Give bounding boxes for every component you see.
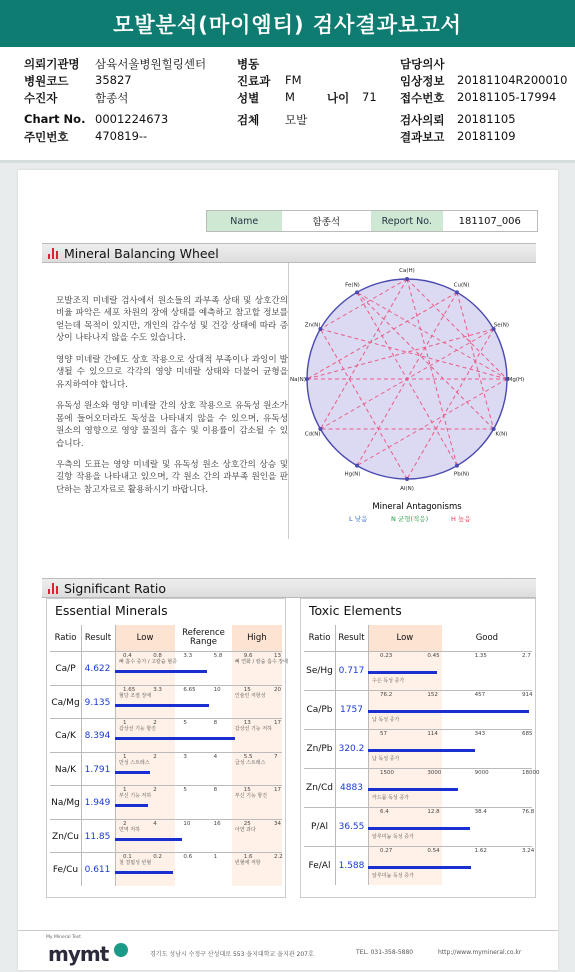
ratio-result: 0.611 (84, 865, 111, 875)
col-high-header: High (232, 625, 282, 651)
grid-line (115, 625, 116, 886)
row-divider (50, 718, 282, 719)
wheel-section-header (42, 243, 536, 263)
row-divider (50, 785, 282, 786)
report-title: 모발분석(마이엠티) 검사결과보고서 (0, 0, 575, 47)
tick-label: 1.35 (474, 653, 487, 659)
report-page (18, 170, 558, 970)
info-label: 검체 (237, 113, 260, 127)
high-note: 뼈 연화 / 칼슘 흡수 장애 (234, 659, 288, 665)
info-label: 병동 (237, 57, 260, 71)
high-note: 부신 기능 항진 (234, 793, 268, 799)
ratio-result: 0.717 (338, 666, 365, 676)
tick-label: 6.65 (183, 686, 196, 693)
low-note: 부신 기능 저하 (119, 793, 152, 799)
ratio-name: Ca/Mg (51, 697, 80, 708)
tick-label: 457 (474, 692, 486, 698)
wheel-node-label: Ca(H) (399, 268, 415, 274)
tick-label: 57 (380, 731, 387, 737)
tick-label: 0.23 (380, 653, 393, 659)
tick-label: 34 (274, 820, 281, 827)
tick-label: 2 (123, 820, 127, 827)
wheel-node-dot (355, 290, 359, 294)
col-low-header: Low (115, 625, 175, 651)
row-divider (50, 852, 282, 853)
info-label: 접수번호 (400, 91, 445, 105)
info-label: 병원코드 (24, 74, 69, 88)
ratio-result: 11.85 (84, 831, 111, 842)
wheel-node-label: Cu(N) (453, 282, 470, 289)
ratio-result: 320.2 (338, 744, 365, 754)
low-note: 철 결핍성 빈혈 (119, 860, 152, 866)
result-bar (368, 749, 475, 752)
row-divider (50, 819, 282, 820)
tick-label: 114 (427, 731, 438, 737)
tick-label: 1 (213, 854, 218, 860)
ratio-result: 4.622 (84, 664, 111, 674)
wheel-node-label: Pb(N) (453, 471, 470, 478)
age-value: 71 (362, 90, 377, 104)
legend-item: N 균형(적응) (391, 515, 429, 523)
tick-label: 16 (213, 820, 221, 827)
info-label: 의뢰기관명 (24, 57, 80, 71)
tick-label: 17 (274, 787, 281, 793)
tick-label: 0.2 (153, 854, 162, 860)
logo-mark-icon (114, 943, 128, 957)
result-bar (115, 804, 148, 807)
low-note: 납 독성 증가 (372, 717, 400, 723)
info-value: 함종석 (95, 91, 129, 105)
tick-label: 1.6 (243, 854, 253, 860)
tick-label: 2 (153, 787, 157, 793)
col-result-header: Result (338, 633, 365, 643)
antagonism-title: Mineral Antagonisms (372, 502, 462, 512)
info-label: 주민번호 (24, 130, 69, 144)
tick-label: 10 (213, 686, 221, 693)
tick-label: 5.5 (243, 753, 253, 760)
footer (18, 930, 558, 970)
col-result-header: Result (84, 633, 112, 643)
row-divider (304, 729, 532, 730)
col-low-header: Low (368, 625, 442, 651)
info-value: FM (285, 73, 302, 87)
wheel-node-dot (405, 277, 409, 281)
brand-logo: mymt (48, 942, 109, 966)
info-value: 0001224673 (95, 112, 169, 126)
footer-url: http://www.mymineral.co.kr (438, 949, 522, 956)
row-divider (304, 807, 532, 808)
tick-label: 3.3 (183, 653, 193, 659)
essential-title: Essential Minerals (55, 603, 168, 618)
low-note: 뼈 흡수 증가 / 고칼슘 혈증 (119, 659, 177, 665)
col-ratio-header: Ratio (54, 633, 77, 643)
bar-chart-icon (48, 248, 59, 259)
ratio-name: Zn/Cu (52, 831, 79, 842)
wheel-node-label: Hg(N) (344, 471, 361, 478)
info-value: 20181105 (457, 112, 516, 126)
tick-label: 38.4 (474, 809, 487, 815)
tick-label: 3.3 (153, 686, 162, 693)
ratio-result: 1757 (340, 705, 363, 715)
ratio-result: 9.135 (84, 697, 111, 708)
tick-label: 9.6 (243, 653, 253, 659)
high-note: 아연 과다 (234, 826, 256, 833)
bar-chart-icon (48, 583, 59, 594)
tick-label: 5 (183, 787, 187, 793)
wheel-node-label: Cd(N) (304, 431, 321, 438)
tick-label: 1500 (380, 770, 394, 776)
tick-label: 914 (522, 692, 533, 698)
wheel-node-label: Al(N) (400, 486, 414, 492)
ratio-result: 1.791 (84, 764, 111, 775)
result-bar (115, 737, 235, 740)
high-note: 급성 스트레스 (234, 759, 266, 766)
wheel-heading: Mineral Balancing Wheel (64, 245, 219, 261)
high-note: 빈혈에 저항 (234, 860, 261, 866)
wheel-paragraph: 영양 미네랄 간에도 상호 작용으로 상대적 부족이나 과잉이 발생될 수 있으므로 각각의 영양 미네랄 상태와 더불어 균형을 유지하여야 합니다. (56, 354, 288, 390)
wheel-node-label: Mg(H) (507, 377, 525, 383)
tick-label: 9000 (474, 770, 489, 776)
row-divider (50, 685, 282, 686)
row-divider (304, 768, 532, 769)
ratio-result: 1.588 (338, 861, 365, 871)
tick-label: 5.8 (213, 653, 223, 659)
tick-label: 343 (474, 731, 486, 737)
tick-label: 0.8 (153, 653, 162, 659)
row-divider (304, 651, 532, 652)
high-note: 갑상선 기능 저하 (234, 726, 272, 732)
tick-label: 1 (123, 720, 127, 726)
tick-label: 1.62 (474, 848, 487, 854)
ratio-name: Ca/Pb (306, 705, 333, 715)
tick-label: 1 (123, 787, 127, 793)
tick-label: 1.65 (123, 686, 136, 693)
low-note: 혈당 조절 장애 (119, 692, 152, 699)
tick-label: 0.6 (183, 854, 193, 860)
name-value: 함종석 (312, 217, 341, 228)
wheel-node-label: Na(N) (290, 377, 306, 383)
low-note: 수은 독성 증가 (372, 678, 405, 684)
result-bar (368, 671, 437, 674)
ratio-name: Zn/Cd (306, 783, 333, 793)
low-note: 면역 저하 (119, 826, 140, 833)
toxic-title: Toxic Elements (309, 603, 402, 618)
col-ratio-header: Ratio (308, 633, 331, 643)
tick-label: 685 (522, 731, 533, 737)
tick-label: 2 (153, 753, 157, 760)
ratio-name: Ca/P (55, 664, 76, 674)
tick-label: 0.54 (427, 848, 440, 854)
toxic-elements-panel (300, 598, 540, 898)
tick-label: 25 (243, 820, 251, 827)
tick-label: 20 (274, 686, 281, 693)
legend-item: H 높음 (451, 515, 471, 523)
result-bar (368, 827, 470, 830)
high-note: 인슐린 저항성 (234, 692, 266, 699)
info-value: 모발 (285, 113, 308, 127)
wheel-node-dot (455, 464, 459, 468)
ratio-name: Fe/Al (308, 861, 331, 871)
tick-label: 13 (243, 720, 251, 726)
wheel-paragraph: 유독성 원소와 영양 미네랄 간의 상호 작용으로 유독성 원소가 몸에 들어오더라도 독성을 나타내지 않을 수 있으며, 유독성 원소의 영향으로 영양 물질의 흡수 및 이용률이 감소될 수 있습니다. (56, 401, 288, 449)
ratio-name: P/Al (310, 822, 329, 832)
tick-label: 13 (274, 653, 281, 659)
info-label: 임상정보 (400, 74, 445, 88)
tick-label: 15 (243, 787, 251, 793)
info-label: 담당의사 (400, 57, 445, 71)
tick-label: 0.45 (427, 653, 440, 659)
tick-label: 152 (427, 692, 438, 698)
info-label: 수진자 (24, 91, 58, 105)
tick-label: 5 (183, 720, 187, 726)
result-bar (115, 871, 173, 874)
wheel-paragraph: 우측의 도표는 영양 미네랄 및 유독성 원소 상호간의 상승 및 길항 작용을 나타내고 있으며, 각 원소 간의 과부족 원인을 판단하는 참고자료로 활용하시기 바랍니다. (56, 459, 288, 495)
wheel-node-dot (405, 477, 409, 481)
info-value: 470819-- (95, 129, 148, 143)
tick-label: 0.1 (123, 854, 132, 860)
wheel-node-label: K(N) (495, 431, 508, 438)
name-box (206, 210, 538, 232)
tick-label: 7 (274, 753, 278, 760)
info-label: 성별 (237, 91, 260, 105)
report-label: Report No. (371, 211, 443, 231)
result-bar (115, 704, 209, 707)
tick-label: 2.2 (274, 854, 283, 860)
result-bar (115, 771, 150, 774)
ratio-name: Fe/Cu (52, 865, 79, 875)
tick-label: 2 (153, 720, 157, 726)
tick-label: 76.8 (522, 809, 535, 815)
result-bar (115, 838, 182, 841)
col-good-header: Good (475, 633, 499, 643)
ratio-result: 1.949 (84, 798, 111, 808)
low-note: 갑상선 기능 항진 (119, 726, 156, 732)
ratio-name: Zn/Pb (306, 744, 333, 754)
footer-address: 경기도 성남시 수정구 산성대로 553 을지대학교 을지관 207호 (150, 951, 314, 958)
essential-minerals-panel (46, 598, 286, 898)
tick-label: 2.7 (522, 653, 531, 659)
ratio-name: Ca/K (55, 731, 76, 741)
info-label: 결과보고 (400, 130, 445, 144)
wheel-node-label: Zn(N) (304, 322, 321, 329)
result-bar (368, 866, 471, 869)
ratio-result: 4883 (340, 783, 363, 793)
wheel-node-label: Fe(N) (345, 282, 360, 289)
wheel-node-label: Se(N) (493, 322, 510, 329)
tick-label: 4 (213, 753, 218, 760)
wheel-description (56, 295, 288, 505)
low-note: 알루미늄 독성 증가 (372, 873, 414, 879)
wheel-node-dot (492, 427, 496, 431)
ratio-result: 8.394 (84, 731, 111, 741)
info-value: M (285, 90, 295, 104)
info-value: 20181109 (457, 129, 516, 143)
info-label: 검사의뢰 (400, 113, 445, 127)
info-value: 삼육서울병원힐링센터 (95, 57, 207, 71)
result-bar (368, 710, 529, 713)
info-value: 20181104R200010 (457, 73, 568, 87)
ratio-name: Se/Hg (306, 666, 333, 676)
tick-label: 8 (213, 787, 218, 793)
row-divider (50, 752, 282, 753)
ratio-name: Na/K (54, 764, 77, 775)
wheel-paragraph: 모발조직 미네랄 검사에서 원소들의 과부족 상태 및 상호간의 비율 파악은 세포 차원의 장애 상태를 예측하고 참고할 정보를 얻는데 목적이 있지만, 개인의 감수성 및 건강 상태에 따라 증상이 나타나지 않을 수도 있습니다. (56, 296, 288, 344)
tick-label: 18000 (522, 770, 540, 776)
tick-label: 0.27 (380, 848, 393, 854)
wheel-node-dot (318, 427, 322, 431)
info-label: Chart No. (24, 112, 86, 126)
info-value: 20181105-17994 (457, 90, 557, 104)
tick-label: 76.2 (380, 692, 393, 698)
tick-label: 12.8 (427, 809, 440, 815)
report-value: 181107_006 (458, 215, 521, 227)
low-note: 납 독성 증가 (372, 756, 400, 762)
tick-label: 3.24 (522, 848, 535, 854)
tick-label: 17 (274, 720, 281, 726)
mineral-wheel (289, 263, 537, 539)
low-note: 카드뮴 독성 증가 (372, 795, 409, 801)
low-note: 만성 스트레스 (119, 759, 150, 766)
tick-label: 3000 (427, 770, 442, 776)
wheel-node-dot (455, 290, 459, 294)
info-value: 35827 (95, 73, 132, 87)
info-label: 진료과 (237, 74, 271, 88)
tick-label: 8 (213, 720, 218, 726)
tick-label: 3 (183, 753, 187, 760)
tick-label: 1 (123, 753, 127, 760)
legend-item: L 낮음 (349, 515, 368, 523)
tick-label: 15 (243, 686, 251, 693)
mineral-wheel-panel (288, 263, 536, 539)
footer-tel: TEL. 031-358-5880 (356, 949, 414, 956)
age-label: 나이 (327, 91, 350, 105)
ratio-result: 36.55 (338, 822, 365, 832)
ratio-name: Na/Mg (51, 798, 80, 808)
col-ref-header: Reference Range (182, 628, 225, 647)
low-note: 알루미늄 독성 증가 (372, 834, 414, 840)
tick-label: 0.4 (123, 653, 132, 659)
tick-label: 6.4 (380, 809, 389, 815)
result-bar (368, 788, 458, 791)
name-label: Name (207, 211, 282, 231)
brand-tagline: My Mineral Test (46, 935, 81, 940)
tick-label: 4 (153, 820, 157, 827)
row-divider (304, 846, 532, 847)
ratio-section-header (42, 578, 536, 598)
wheel-node-dot (355, 464, 359, 468)
row-divider (304, 690, 532, 691)
row-divider (50, 651, 282, 652)
result-bar (115, 670, 207, 673)
tick-label: 10 (183, 820, 191, 827)
ratio-heading: Significant Ratio (64, 580, 167, 596)
